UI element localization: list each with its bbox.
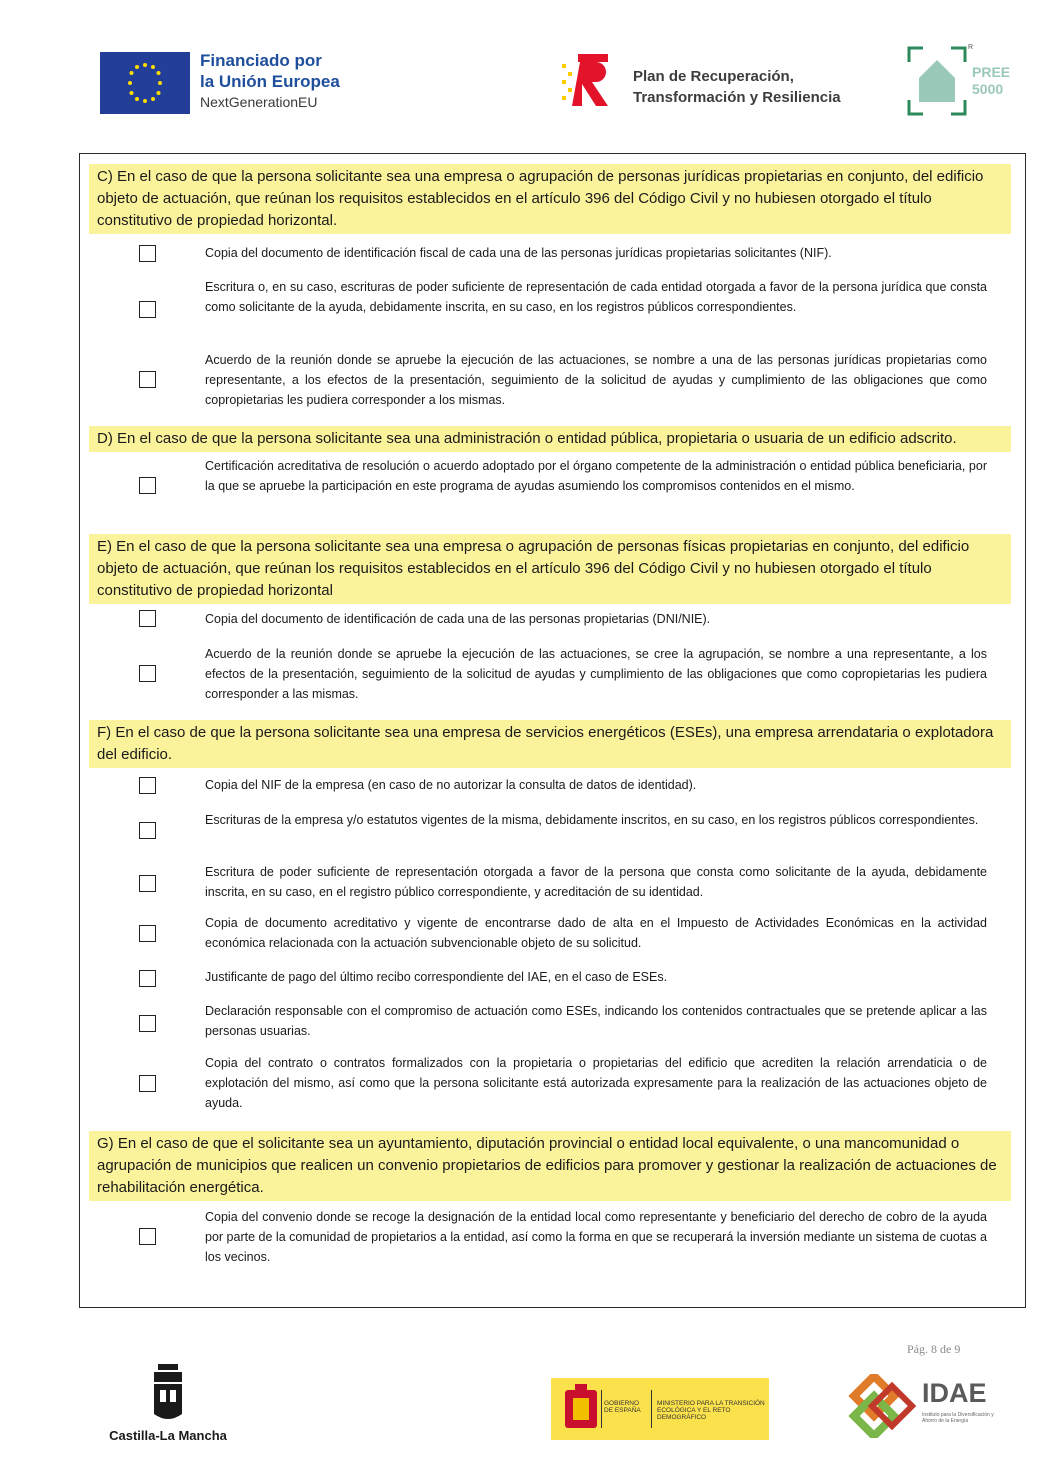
- ministry-label: MINISTERIO PARA LA TRANSICIÓN ECOLÓGICA Y EL RETO DEMOGRÁFICO: [657, 1400, 765, 1421]
- pree-line-2: 5000: [972, 81, 1004, 97]
- pree-line-1: PREE: [972, 64, 1011, 80]
- item-f-1: Copia del NIF de la empresa (en caso de no autorizar la consulta de datos de identidad).: [205, 778, 697, 792]
- checkbox-e-2[interactable]: [139, 665, 156, 682]
- section-e-heading: E) En el caso de que la persona solicitante sea una empresa o agrupación de personas físicas propietarias en conjunto, del edificio objeto de actuación, que reúnan los requisitos establecidos en el artículo 396 del Código Civil y no hubiesen otorgado el título constitutivo de propiedad horizontal: [89, 534, 1011, 604]
- item-e-2: Acuerdo de la reunión donde se apruebe la ejecución de las actuaciones, se cree la agrupación, se nombre a una representante, a los efectos de la presentación, seguimiento de la solicitud de ayudas y cumplimiento de las obligaciones que como copropietarias les pudiera corresponder a las mismas.: [205, 647, 987, 701]
- spain-shield-icon: [561, 1384, 601, 1434]
- section-d-heading: D) En el caso de que la persona solicitante sea una administración o entidad pública, propietaria o usuaria de un edificio adscrito.: [89, 426, 1011, 452]
- checkbox-c-3[interactable]: [139, 371, 156, 388]
- item-f-4: Copia de documento acreditativo y vigente de encontrarse dado de alta en el Impuesto de Actividades Económicas en la actividad económica relacionada con la actuación subvencionable objeto de su solicitud.: [205, 916, 987, 950]
- checkbox-f-2[interactable]: [139, 822, 156, 839]
- item-f-5: Justificante de pago del último recibo correspondiente del IAE, en el caso de ESEs.: [205, 970, 668, 984]
- section-g-heading: G) En el caso de que el solicitante sea un ayuntamiento, diputación provincial o entidad local equivalente, o una mancomunidad o agrupación de municipios que realicen un convenio propietarios de edificios para promover y gestionar la realización de actuaciones de rehabilitación energética.: [89, 1131, 1011, 1201]
- section-c-heading: C) En el caso de que la persona solicitante sea una empresa o agrupación de personas jurídicas propietarias en conjunto, del edificio objeto de actuación, que reúnan los requisitos establecidos en el artículo 396 del Código Civil y no hubiesen otorgado el título constitutivo de propiedad horizontal.: [89, 164, 1011, 234]
- checkbox-f-7[interactable]: [139, 1075, 156, 1092]
- item-e-1: Copia del documento de identificación de cada una de las personas propietarias (DNI/NIE).: [205, 612, 711, 626]
- item-d-1: Certificación acreditativa de resolución o acuerdo adoptado por el órgano competente de la administración o entidad pública beneficiaria, por la que se apruebe la participación en este programa de ayudas asumiendo los compromisos contenidos en el mismo.: [205, 459, 987, 493]
- eu-funding-label: [200, 50, 340, 113]
- checkbox-f-4[interactable]: [139, 925, 156, 942]
- logo-divider: [601, 1390, 602, 1428]
- registered-mark: R: [968, 44, 974, 51]
- checkbox-f-3[interactable]: [139, 875, 156, 892]
- logo-divider-2: [651, 1390, 652, 1428]
- checkbox-f-1[interactable]: [139, 777, 156, 794]
- idae-label: IDAE: [922, 1378, 987, 1408]
- recovery-plan-label: [633, 66, 841, 108]
- idae-subtitle: Instituto para la Diversificación y Ahorro de la Energía: [922, 1412, 994, 1424]
- checkbox-e-1[interactable]: [139, 610, 156, 627]
- government-label: GOBIERNO DE ESPAÑA: [604, 1400, 641, 1414]
- plan-line-2: Transformación y Resiliencia: [633, 89, 841, 106]
- checkbox-g-1[interactable]: [139, 1228, 156, 1245]
- eu-line-2: la Unión Europea: [200, 72, 340, 91]
- castilla-la-mancha-label: Castilla-La Mancha: [109, 1428, 227, 1443]
- checkbox-d-1[interactable]: [139, 477, 156, 494]
- eu-flag-icon: [100, 52, 190, 114]
- item-g-1: Copia del convenio donde se recoge la designación de la entidad local como representante y beneficiario del derecho de cobro de la ayuda por parte de la comunidad de propietarios a la entidad, así como la forma en que se recuperará la inversión mediante un sistema de cuotas a los vecinos.: [205, 1210, 987, 1264]
- checkbox-c-1[interactable]: [139, 245, 156, 262]
- item-c-1: Copia del documento de identificación fiscal de cada una de las personas jurídicas propietarias solicitantes (NIF).: [205, 246, 832, 260]
- item-f-2: Escrituras de la empresa y/o estatutos vigentes de la misma, debidamente inscritos, en su caso, en los registros públicos correspondientes.: [205, 813, 979, 827]
- page-number: Pág. 8 de 9: [907, 1342, 961, 1356]
- item-c-2: Escritura o, en su caso, escrituras de poder suficiente de representación de cada entidad otorgada a favor de la persona jurídica que consta como solicitante de la ayuda, debidamente inscrita, en su caso, en los registros públicos correspondientes.: [205, 280, 987, 314]
- eu-line-1: Financiado por: [200, 51, 322, 70]
- section-f-heading: F) En el caso de que la persona solicitante sea una empresa de servicios energéticos (ESEs), una empresa arrendataria o explotadora del edificio.: [89, 720, 1011, 768]
- pree-label: [972, 64, 1010, 98]
- item-f-6: Declaración responsable con el compromiso de actuación como ESEs, indicando los contenidos contractuales que se pretende aplicar a las personas usuarias.: [205, 1004, 987, 1038]
- eu-line-3: NextGenerationEU: [200, 94, 318, 110]
- item-c-3: Acuerdo de la reunión donde se apruebe la ejecución de las actuaciones, se nombre a una de las personas jurídicas propietarias como representante, a los efectos de la presentación, seguimiento de la solicitud de ayudas y cumplimiento de las obligaciones que como copropietarias les pudiera corresponder a los mismas.: [205, 353, 987, 407]
- checkbox-f-5[interactable]: [139, 970, 156, 987]
- checkbox-c-2[interactable]: [139, 301, 156, 318]
- tr-logo-icon: [558, 52, 618, 106]
- item-f-3: Escritura de poder suficiente de representación otorgada a favor de la persona que consta como solicitante de la ayuda, debidamente inscrita, en su caso, en el registro público correspondiente, y acreditación de su identidad.: [205, 865, 987, 899]
- page-header: [0, 0, 1063, 140]
- checkbox-f-6[interactable]: [139, 1015, 156, 1032]
- item-f-7: Copia del contrato o contratos formalizados con la propietaria o propietarias del edificio que acrediten la relación arrendaticia o de explotación del mismo, así como que la persona solicitante está autorizada expresamente para la realización de las actuaciones objeto de ayuda.: [205, 1056, 987, 1110]
- idae-logo-icon: [842, 1374, 922, 1438]
- plan-line-1: Plan de Recuperación,: [633, 68, 794, 85]
